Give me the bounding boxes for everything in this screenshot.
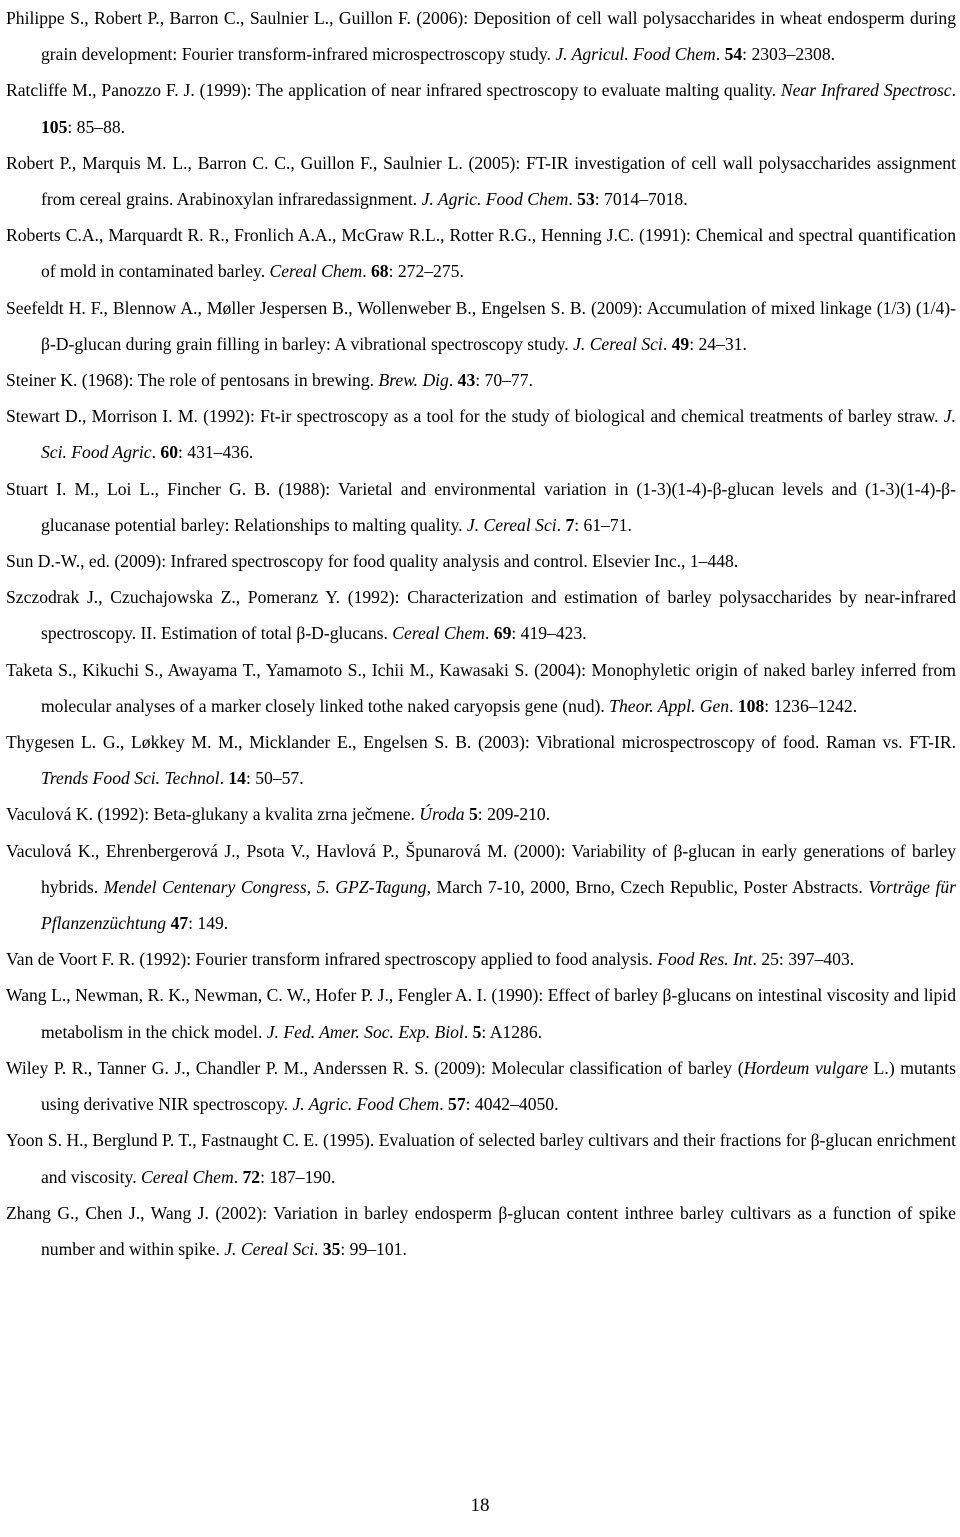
volume-number: 49: [671, 333, 690, 354]
reference-text: .: [662, 333, 672, 354]
reference-text: Robert P., Marquis M. L., Barron C. C., Guillon F., Saulnier L. (2005): FT-IR investigation of cell wall polysaccharides assignment from cereal grains. Arabinoxylan infraredassignment.: [6, 152, 956, 210]
reference-text: : 431–436.: [178, 442, 254, 463]
reference-text: Szczodrak J., Czuchajowska Z., Pomeranz Y. (1992): Characterization and estimation of barley polysaccharides by near-infrared spectroscopy. II. Estimation of total β-D-glucans.: [6, 587, 956, 644]
reference-text: Vaculová K. (1992): Beta-glukany a kvalita zrna ječmene.: [6, 804, 420, 825]
reference-text: .: [313, 1238, 323, 1259]
volume-number: 5: [472, 1021, 482, 1042]
volume-number: 68: [370, 261, 389, 282]
journal-title: J. Agric. Food Chem: [292, 1094, 440, 1115]
journal-title: J. Fed. Amer. Soc. Exp. Biol: [266, 1021, 464, 1042]
reference-entry: [6, 796, 956, 832]
reference-text: : 70–77.: [475, 370, 533, 391]
reference-text: .: [219, 768, 229, 789]
reference-entry: [6, 362, 956, 398]
reference-list: [6, 0, 956, 1267]
reference-text: : 187–190.: [260, 1166, 336, 1187]
reference-entry: [6, 833, 956, 942]
reference-text: : 209-210.: [477, 804, 551, 825]
reference-text: .: [448, 370, 458, 391]
reference-text: Stewart D., Morrison I. M. (1992): Ft-ir spectroscopy as a tool for the study of biological and chemical treatments of barley straw.: [6, 406, 944, 427]
volume-number: 54: [724, 44, 743, 65]
reference-entry: [6, 471, 956, 543]
reference-entry: [6, 145, 956, 217]
reference-text: : A1286.: [481, 1021, 543, 1042]
reference-text: Thygesen L. G., Løkkey M. M., Micklander E., Engelsen S. B. (2003): Vibrational microspectroscopy of food. Raman vs. FT-IR.: [6, 732, 956, 753]
reference-text: : 99–101.: [340, 1238, 407, 1259]
journal-title: Trends Food Sci. Technol: [41, 768, 220, 789]
journal-title: Hordeum vulgare: [743, 1057, 869, 1078]
reference-text: : 4042–4050.: [465, 1094, 559, 1115]
reference-entry: [6, 290, 956, 362]
journal-title: Úroda: [419, 804, 465, 825]
reference-text: .: [233, 1166, 243, 1187]
reference-text: Philippe S., Robert P., Barron C., Saulnier L., Guillon F. (2006): Deposition of cell wall polysaccharides in wheat endosperm during grain development: Fourier transform-infrared microspectroscopy study.: [6, 8, 956, 65]
reference-text: : 85–88.: [67, 116, 126, 137]
journal-title: J. Sci. Food Agric: [41, 406, 956, 463]
journal-title: Vorträge für Pflanzenzüchtung: [41, 876, 956, 934]
reference-text: Roberts C.A., Marquardt R. R., Fronlich A.A., McGraw R.L., Rotter R.G., Henning J.C. (1991): Chemical and spectral quantification of mold in contaminated barley.: [6, 225, 956, 282]
reference-text: Stuart I. M., Loi L., Fincher G. B. (1988): Varietal and environmental variation in (1-3)(1-4)-β-glucan levels and (1-3)(1-4)-β-glucanase potential barley: Relationships to malting quality.: [6, 478, 956, 535]
reference-text: . 25: 397–403.: [752, 949, 855, 970]
reference-entry: [6, 977, 956, 1049]
reference-entry: [6, 543, 956, 579]
page-number: 18: [470, 1495, 490, 1516]
reference-text: Wang L., Newman, R. K., Newman, C. W., Hofer P. J., Fengler A. I. (1990): Effect of barley β-glucans on intestinal viscosity and lipid metabolism in the chick model.: [6, 985, 956, 1042]
reference-text: .: [568, 189, 578, 210]
volume-number: 43: [457, 370, 476, 391]
reference-entry: [6, 398, 956, 470]
reference-text: Zhang G., Chen J., Wang J. (2002): Variation in barley endosperm β-glucan content inthree barley cultivars as a function of spike number and within spike.: [6, 1202, 956, 1259]
reference-text: : 1236–1242.: [764, 695, 858, 716]
journal-title: Brew. Dig: [378, 370, 449, 391]
reference-text: .: [463, 1021, 473, 1042]
journal-title: Food Res. Int: [657, 949, 753, 970]
journal-title: Theor. Appl. Gen: [609, 695, 730, 716]
reference-text: , March 7-10, 2000, Brno, Czech Republic, Poster Abstracts.: [426, 876, 869, 897]
reference-text: Ratcliffe M., Panozzo F. J. (1999): The application of near infrared spectroscopy to evaluate malting quality.: [6, 80, 781, 101]
reference-text: Taketa S., Kikuchi S., Awayama T., Yamamoto S., Ichii M., Kawasaki S. (2004): Monophyletic origin of naked barley inferred from molecular analyses of a marker closely linked tothe naked caryopsis gene (nud).: [6, 659, 956, 716]
journal-title: J. Agric. Food Chem: [421, 189, 569, 210]
reference-text: .: [951, 80, 957, 101]
reference-text: : 24–31.: [689, 333, 747, 354]
reference-entry: [6, 1050, 956, 1122]
reference-text: Sun D.-W., ed. (2009): Infrared spectroscopy for food quality analysis and control. Elsevier Inc., 1–448.: [6, 551, 739, 572]
volume-number: 7: [565, 514, 575, 535]
reference-text: : 61–71.: [574, 514, 632, 535]
volume-number: 53: [577, 189, 595, 210]
reference-text: Van de Voort F. R. (1992): Fourier transform infrared spectroscopy applied to food analysis.: [6, 949, 658, 970]
reference-text: : 149.: [188, 913, 229, 934]
reference-text: : 7014–7018.: [594, 189, 688, 210]
volume-number: 57: [448, 1094, 466, 1115]
volume-number: 105: [41, 116, 68, 137]
volume-number: 14: [228, 768, 246, 789]
reference-text: : 272–275.: [388, 261, 464, 282]
reference-entry: [6, 652, 956, 724]
reference-text: Seefeldt H. F., Blennow A., Møller Jespersen B., Wollenweber B., Engelsen S. B. (2009): Accumulation of mixed linkage (1/3) (1/4)-β-D-glucan during grain filling in barley: A vibrational spectroscopy study.: [6, 297, 956, 354]
reference-entry: [6, 1122, 956, 1194]
journal-title: Near Infrared Spectrosc: [780, 80, 952, 101]
volume-number: 60: [160, 442, 178, 463]
reference-entry: [6, 579, 956, 651]
journal-title: Mendel Centenary Congress, 5. GPZ-Tagung: [103, 876, 427, 897]
reference-text: .: [715, 44, 725, 65]
journal-title: Cereal Chem: [269, 261, 363, 282]
reference-text: .: [362, 261, 371, 282]
reference-text: .: [151, 442, 161, 463]
reference-entry: [6, 1195, 956, 1267]
reference-entry: [6, 724, 956, 796]
journal-title: J. Cereal Sci: [573, 333, 663, 354]
reference-text: Yoon S. H., Berglund P. T., Fastnaught C. E. (1995). Evaluation of selected barley cultivars and their fractions for β-glucan enrichment and viscosity.: [6, 1130, 956, 1187]
journal-title: J. Agricul. Food Chem: [555, 44, 716, 65]
volume-number: 72: [242, 1166, 261, 1187]
journal-title: J. Cereal Sci: [466, 514, 557, 535]
reference-entry: [6, 0, 956, 72]
reference-text: Wiley P. R., Tanner G. J., Chandler P. M., Anderssen R. S. (2009): Molecular classification of barley (: [6, 1057, 744, 1078]
reference-text: L.) mutants using derivative NIR spectroscopy.: [41, 1057, 957, 1115]
reference-entry: [6, 72, 956, 144]
reference-text: : 2303–2308.: [742, 44, 836, 65]
volume-number: 69: [493, 623, 512, 644]
reference-entry: [6, 217, 956, 289]
volume-number: 47: [170, 913, 189, 934]
volume-number: 108: [737, 695, 765, 716]
volume-number: 5: [469, 804, 478, 825]
reference-text: Vaculová K., Ehrenbergerová J., Psota V., Havlová P., Špunarová M. (2000): Variability of β-glucan in early generations of barley hybrids.: [6, 840, 956, 897]
journal-title: J. Cereal Sci: [224, 1238, 314, 1259]
journal-title: Cereal Chem: [392, 623, 485, 644]
reference-text: .: [484, 623, 494, 644]
reference-text: Steiner K. (1968): The role of pentosans in brewing.: [6, 370, 379, 391]
journal-title: Cereal Chem: [141, 1166, 234, 1187]
reference-text: .: [729, 695, 738, 716]
reference-text: : 419–423.: [511, 623, 587, 644]
reference-text: .: [439, 1094, 449, 1115]
reference-text: : 50–57.: [245, 768, 304, 789]
volume-number: 35: [322, 1238, 341, 1259]
reference-text: .: [556, 514, 566, 535]
reference-entry: [6, 941, 956, 977]
